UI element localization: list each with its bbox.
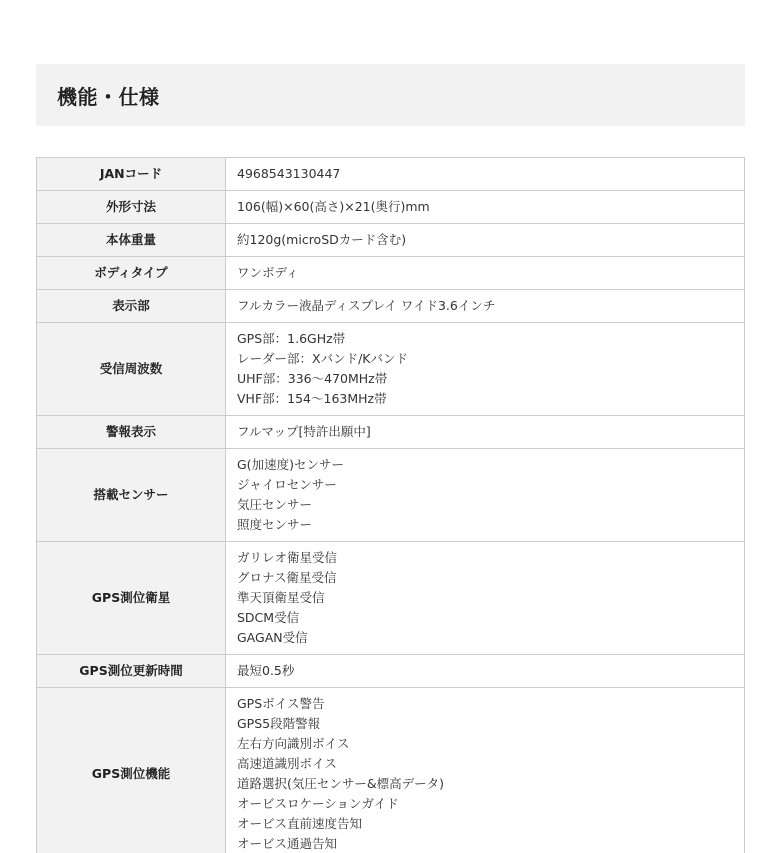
spec-value-line: 準天頂衛星受信 xyxy=(237,590,325,605)
spec-row xyxy=(37,257,745,290)
spec-value-line: GPS部：1.6GHz帯 xyxy=(237,331,346,346)
spec-value-line: GAGAN受信 xyxy=(237,630,308,645)
spec-value-line: 高速道識別ボイス xyxy=(237,756,337,771)
spec-table xyxy=(36,157,745,853)
spec-value-line: GPS5段階警報 xyxy=(237,716,321,731)
spec-row xyxy=(37,416,745,449)
spec-value-line: フルマップ[特許出願中] xyxy=(237,424,371,439)
spec-value xyxy=(226,191,745,224)
spec-value-line: グロナス衛星受信 xyxy=(237,570,337,585)
spec-value-line: レーダー部：Xバンド/Kバンド xyxy=(237,351,408,366)
spec-row xyxy=(37,158,745,191)
spec-value-line: 気圧センサー xyxy=(237,497,313,512)
spec-value-line: オービス直前速度告知 xyxy=(237,816,363,831)
spec-row xyxy=(37,688,745,853)
spec-value-line: 照度センサー xyxy=(237,517,313,532)
spec-table-body xyxy=(37,158,745,853)
spec-row xyxy=(37,449,745,542)
spec-label: ボディタイプ xyxy=(37,257,226,290)
spec-row xyxy=(37,290,745,323)
spec-label: 警報表示 xyxy=(37,416,226,449)
spec-value-line: 106(幅)×60(高さ)×21(奥行)mm xyxy=(237,199,430,214)
spec-label: 受信周波数 xyxy=(37,323,226,416)
spec-value-line: 左右方向識別ボイス xyxy=(237,736,350,751)
spec-value-line: ガリレオ衛星受信 xyxy=(237,550,338,565)
spec-value-line: ワンボディ xyxy=(237,265,299,280)
section-title: 機能・仕様 xyxy=(57,84,160,109)
spec-value-line: 約120g(microSDカード含む) xyxy=(237,232,407,247)
spec-value-line: ジャイロセンサー xyxy=(237,477,337,492)
spec-value-line: 道路選択(気圧センサー&標高データ) xyxy=(237,776,445,791)
spec-value xyxy=(226,688,745,853)
spec-label: GPS測位衛星 xyxy=(37,542,226,655)
spec-value xyxy=(226,158,745,191)
spec-value xyxy=(226,323,745,416)
spec-value-line: UHF部：336～470MHz帯 xyxy=(237,371,388,386)
spec-label: JANコード xyxy=(37,158,226,191)
spec-label: 外形寸法 xyxy=(37,191,226,224)
spec-row xyxy=(37,655,745,688)
spec-value xyxy=(226,449,745,542)
spec-value xyxy=(226,257,745,290)
spec-value-line: 最短0.5秒 xyxy=(237,663,295,678)
spec-value-line: フルカラー液晶ディスプレイ ワイド3.6インチ xyxy=(237,298,496,313)
spec-label: 表示部 xyxy=(37,290,226,323)
spec-value-line: オービス通過告知 xyxy=(237,836,338,851)
spec-value-line: VHF部：154～163MHz帯 xyxy=(237,391,387,406)
spec-label: 搭載センサー xyxy=(37,449,226,542)
spec-label: GPS測位更新時間 xyxy=(37,655,226,688)
spec-value xyxy=(226,224,745,257)
spec-label: 本体重量 xyxy=(37,224,226,257)
spec-value-line: 4968543130447 xyxy=(237,166,341,181)
spec-value xyxy=(226,416,745,449)
spec-row xyxy=(37,191,745,224)
spec-value xyxy=(226,655,745,688)
spec-row xyxy=(37,224,745,257)
spec-value-line: GPSボイス警告 xyxy=(237,696,325,711)
spec-value xyxy=(226,290,745,323)
spec-value-line: オービスロケーションガイド xyxy=(237,796,399,811)
spec-row xyxy=(37,323,745,416)
spec-value-line: SDCM受信 xyxy=(237,610,300,625)
spec-value xyxy=(226,542,745,655)
spec-label: GPS測位機能 xyxy=(37,688,226,853)
spec-value-line: G(加速度)センサー xyxy=(237,457,344,472)
spec-row xyxy=(37,542,745,655)
section-header xyxy=(36,64,745,126)
